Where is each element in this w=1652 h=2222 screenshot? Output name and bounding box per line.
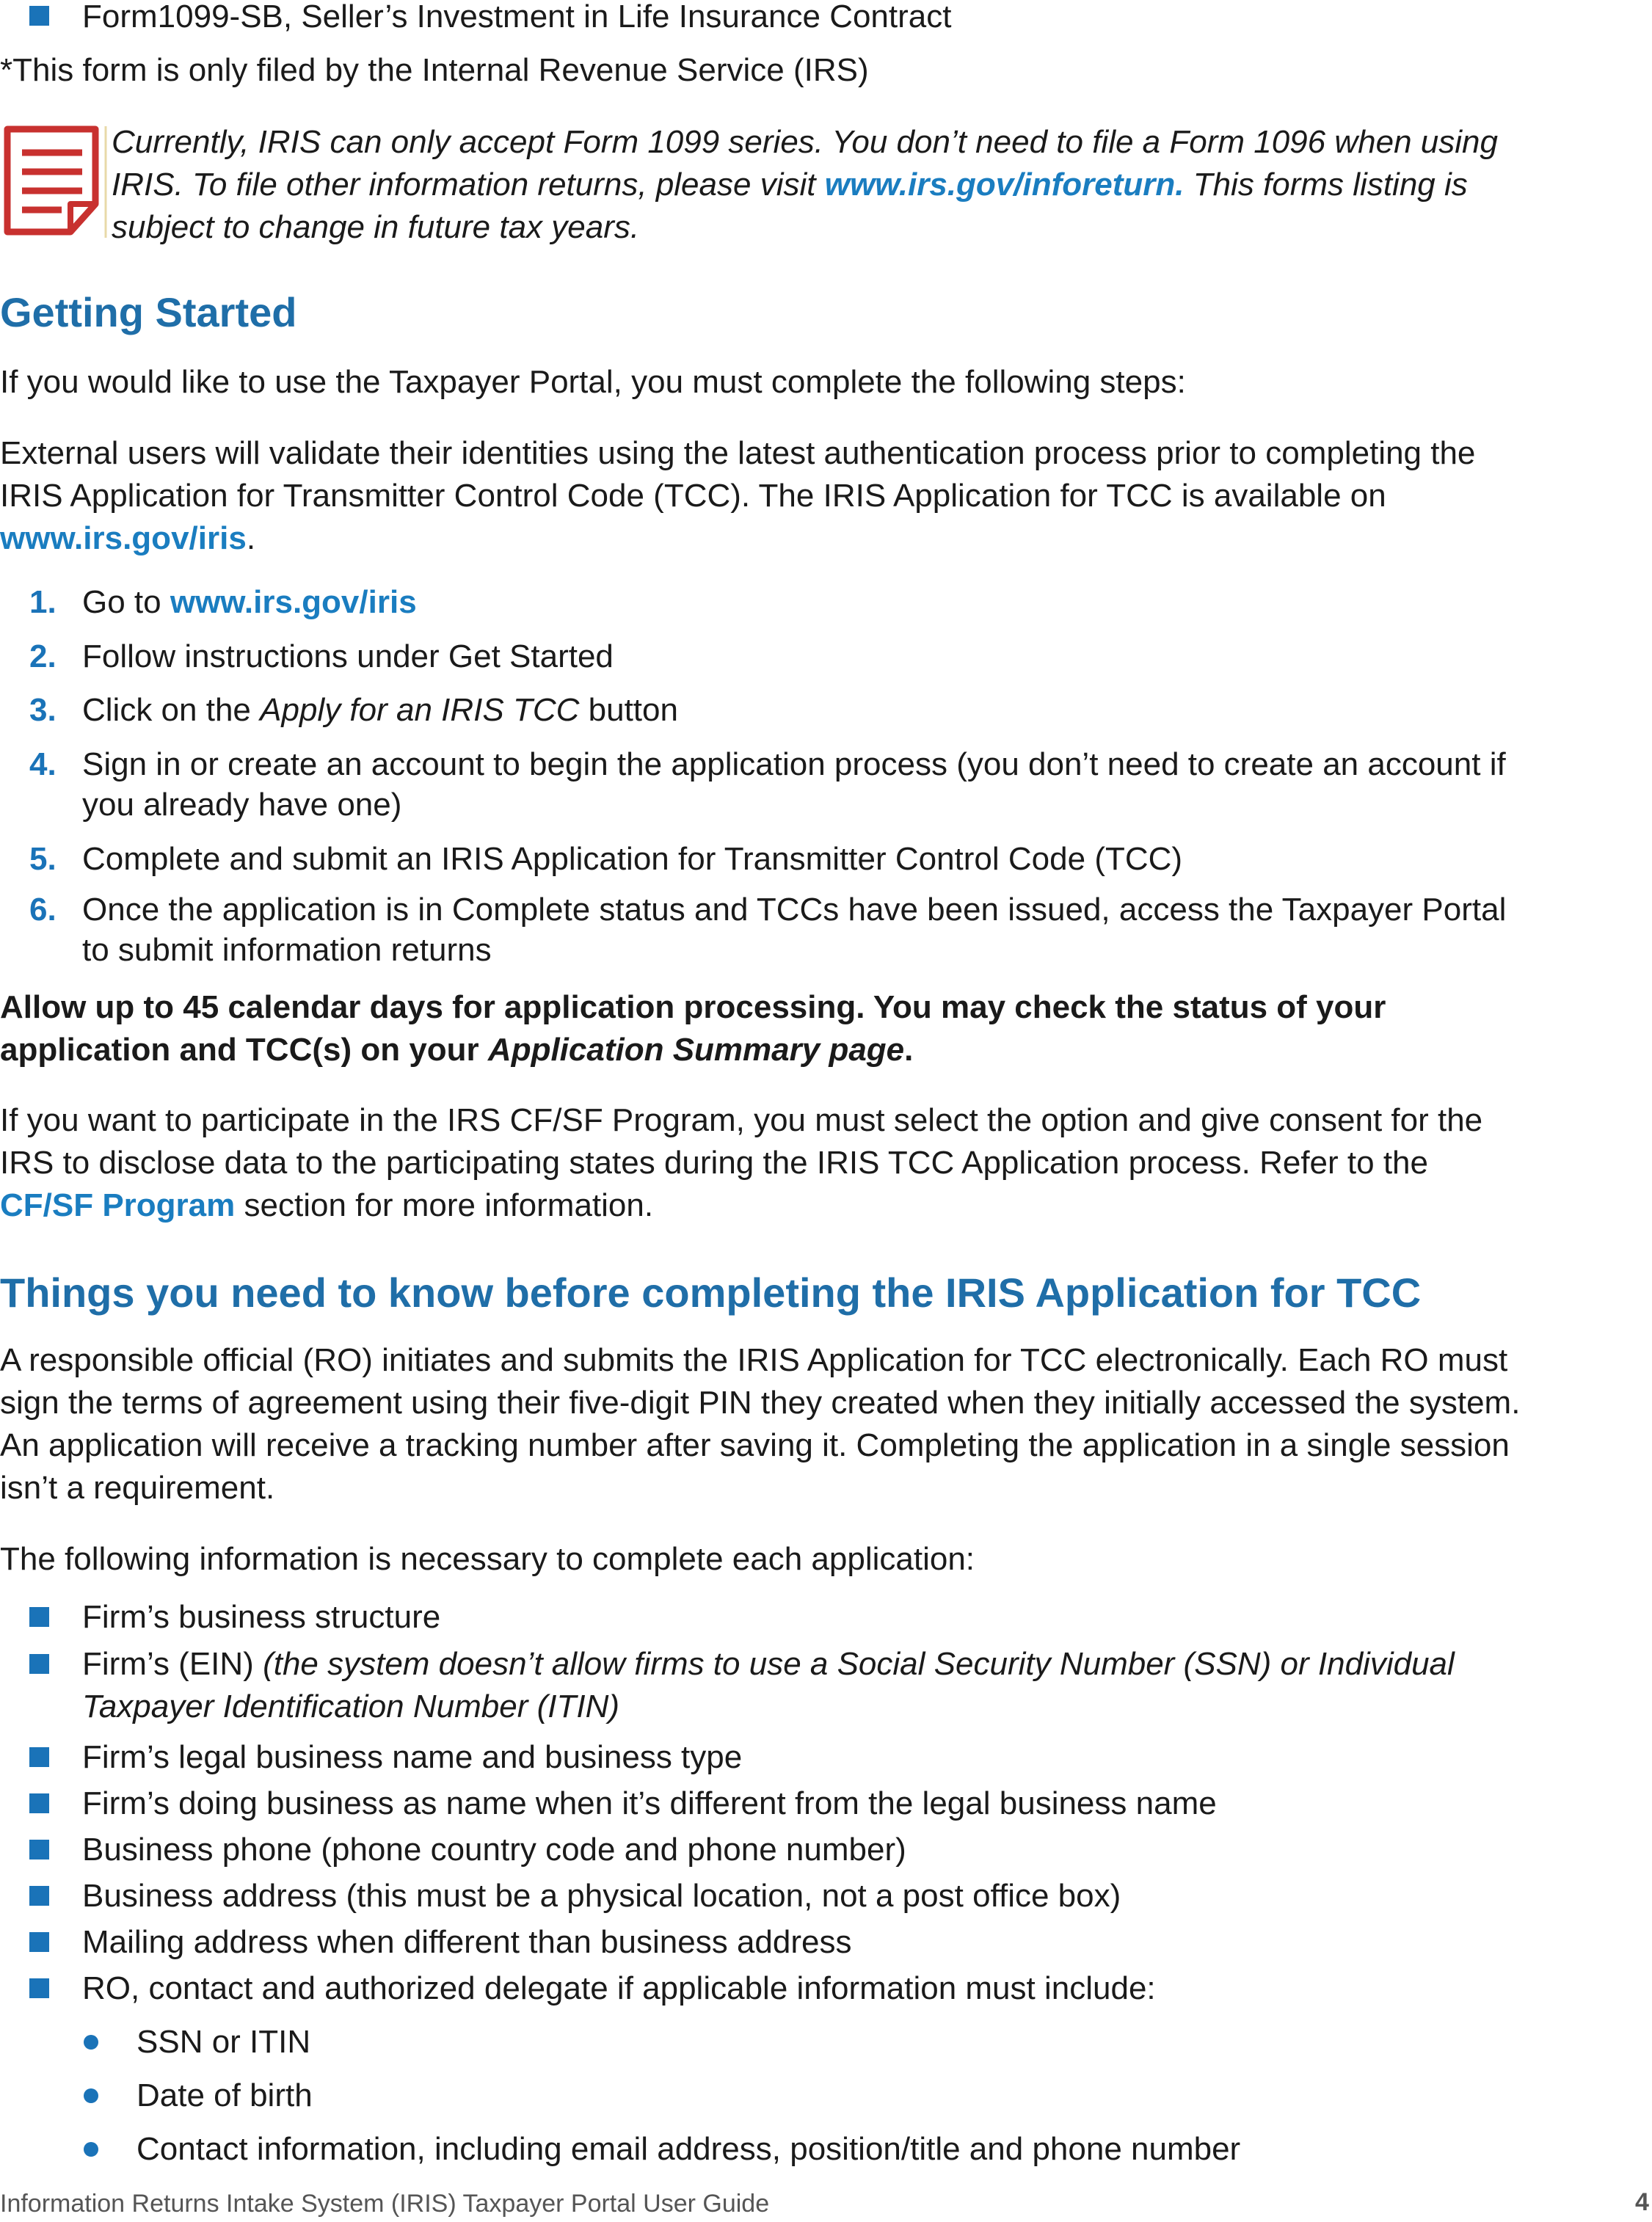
bullet-mailing-address: Mailing address when different than business address [82, 1924, 852, 1960]
allow-processing-line-2 [0, 1029, 913, 1071]
step-3-button-name: Apply for an IRIS TCC [260, 692, 580, 728]
allow-text: application and TCC(s) on your [0, 1032, 479, 1068]
cfsf-program-link[interactable]: CF/SF Program [0, 1187, 236, 1223]
square-bullet-icon [29, 1978, 49, 1998]
square-bullet-icon [29, 1607, 49, 1627]
getting-started-intro: If you would like to use the Taxpayer Portal, you must complete the following steps: [0, 364, 1186, 400]
dot-bullet-icon [84, 2142, 98, 2157]
dot-bullet-icon [84, 2035, 98, 2050]
period: . [246, 520, 256, 556]
step-3 [82, 689, 678, 732]
sub-bullet-contact: Contact information, including email address, position/title and phone number [137, 2131, 1241, 2167]
step-number: 6. [29, 892, 57, 928]
step-6-line-1: Once the application is in Complete status and TCCs have been issued, access the Taxpayer Portal [82, 892, 1507, 928]
step-number: 4. [29, 746, 57, 782]
step-1-iris-link[interactable]: www.irs.gov/iris [170, 584, 417, 620]
irs-note: *This form is only filed by the Internal Revenue Service (IRS) [0, 52, 869, 88]
square-bullet-icon [29, 1886, 49, 1906]
bullet-ein-note: (the system doesn’t allow firms to use a Social Security Number (SSN) or Individual [263, 1646, 1455, 1682]
step-4-line-1: Sign in or create an account to begin the application process (you don’t need to create an account if [82, 746, 1506, 782]
ro-para-line-2: sign the terms of agreement using their five-digit PIN they created when they initially accessed the system. [0, 1385, 1521, 1421]
following-info: The following information is necessary to complete each application: [0, 1541, 975, 1577]
allow-processing-line-1: Allow up to 45 calendar days for application processing. You may check the status of your [0, 989, 1386, 1025]
bullet-legal-name: Firm’s legal business name and business type [82, 1739, 743, 1775]
callout-text: IRIS. To file other information returns, please visit [112, 167, 816, 203]
square-bullet-icon [29, 1932, 49, 1952]
callout-line-3: subject to change in future tax years. [112, 209, 640, 245]
step-1 [82, 581, 417, 624]
step-number: 2. [29, 638, 57, 674]
things-heading: Things you need to know before completing the IRIS Application for TCC [0, 1270, 1422, 1316]
dot-bullet-icon [84, 2088, 98, 2103]
step-6-line-2: to submit information returns [82, 932, 492, 968]
callout-text-after: This forms listing is [1193, 167, 1468, 203]
inforeturn-link[interactable]: www.irs.gov/inforeturn. [824, 167, 1185, 203]
cfsf-line-2: IRS to disclose data to the participating states during the IRIS TCC Application process. Refer to the [0, 1145, 1428, 1181]
step-3-text: Click on the [82, 692, 251, 728]
bullet-business-address: Business address (this must be a physical location, not a post office box) [82, 1878, 1121, 1914]
validation-para-line-2: IRIS Application for Transmitter Control Code (TCC). The IRIS Application for TCC is available on [0, 478, 1386, 514]
validation-para-line-1: External users will validate their identities using the latest authentication process prior to completing the [0, 435, 1476, 471]
step-number: 5. [29, 841, 57, 877]
page-number: 4 [1635, 2188, 1649, 2216]
bullet-ein [82, 1643, 1455, 1686]
bullet-business-structure: Firm’s business structure [82, 1599, 441, 1635]
ro-para-line-4: isn’t a requirement. [0, 1470, 275, 1506]
step-2: Follow instructions under Get Started [82, 638, 614, 674]
bullet-ro-contact: RO, contact and authorized delegate if applicable information must include: [82, 1970, 1156, 2006]
step-number: 1. [29, 584, 57, 620]
bullet-dba-name: Firm’s doing business as name when it’s different from the legal business name [82, 1785, 1217, 1821]
callout-line-1: Currently, IRIS can only accept Form 1099 series. You don’t need to file a Form 1096 when using [112, 124, 1498, 160]
note-icon [0, 123, 110, 241]
allow-end: . [904, 1032, 914, 1068]
step-3-text-end: button [588, 692, 678, 728]
step-1-text: Go to [82, 584, 161, 620]
cfsf-line-3 [0, 1184, 653, 1227]
callout-line-2 [112, 164, 1468, 206]
footer-title: Information Returns Intake System (IRIS) Taxpayer Portal User Guide [0, 2190, 770, 2218]
validation-para-line-3 [0, 517, 255, 560]
bullet-ein-text: Firm’s (EIN) [82, 1646, 254, 1682]
cfsf-end: section for more information. [244, 1187, 654, 1223]
getting-started-heading: Getting Started [0, 289, 297, 335]
iris-link[interactable]: www.irs.gov/iris [0, 520, 247, 556]
cfsf-line-1: If you want to participate in the IRS CF/SF Program, you must select the option and give consent for the [0, 1102, 1483, 1138]
square-bullet-icon [29, 1654, 49, 1674]
square-bullet-icon [29, 1840, 49, 1859]
top-bullet-text: Form1099-SB, Seller’s Investment in Life Insurance Contract [82, 0, 952, 34]
step-4-line-2: you already have one) [82, 787, 402, 823]
bullet-ein-note-line-2: Taxpayer Identification Number (ITIN) [82, 1689, 619, 1724]
step-number: 3. [29, 692, 57, 728]
bullet-business-phone: Business phone (phone country code and phone number) [82, 1832, 906, 1868]
step-5: Complete and submit an IRIS Application for Transmitter Control Code (TCC) [82, 841, 1183, 877]
square-bullet-icon [29, 6, 49, 26]
ro-para-line-3: An application will receive a tracking number after saving it. Completing the application in a single session [0, 1427, 1510, 1463]
square-bullet-icon [29, 1793, 49, 1813]
sub-bullet-dob: Date of birth [137, 2077, 313, 2113]
ro-para-line-1: A responsible official (RO) initiates and submits the IRIS Application for TCC electronically. Each RO must [0, 1342, 1508, 1378]
square-bullet-icon [29, 1747, 49, 1767]
application-summary-page: Application Summary page [487, 1032, 905, 1068]
sub-bullet-ssn: SSN or ITIN [137, 2024, 311, 2060]
